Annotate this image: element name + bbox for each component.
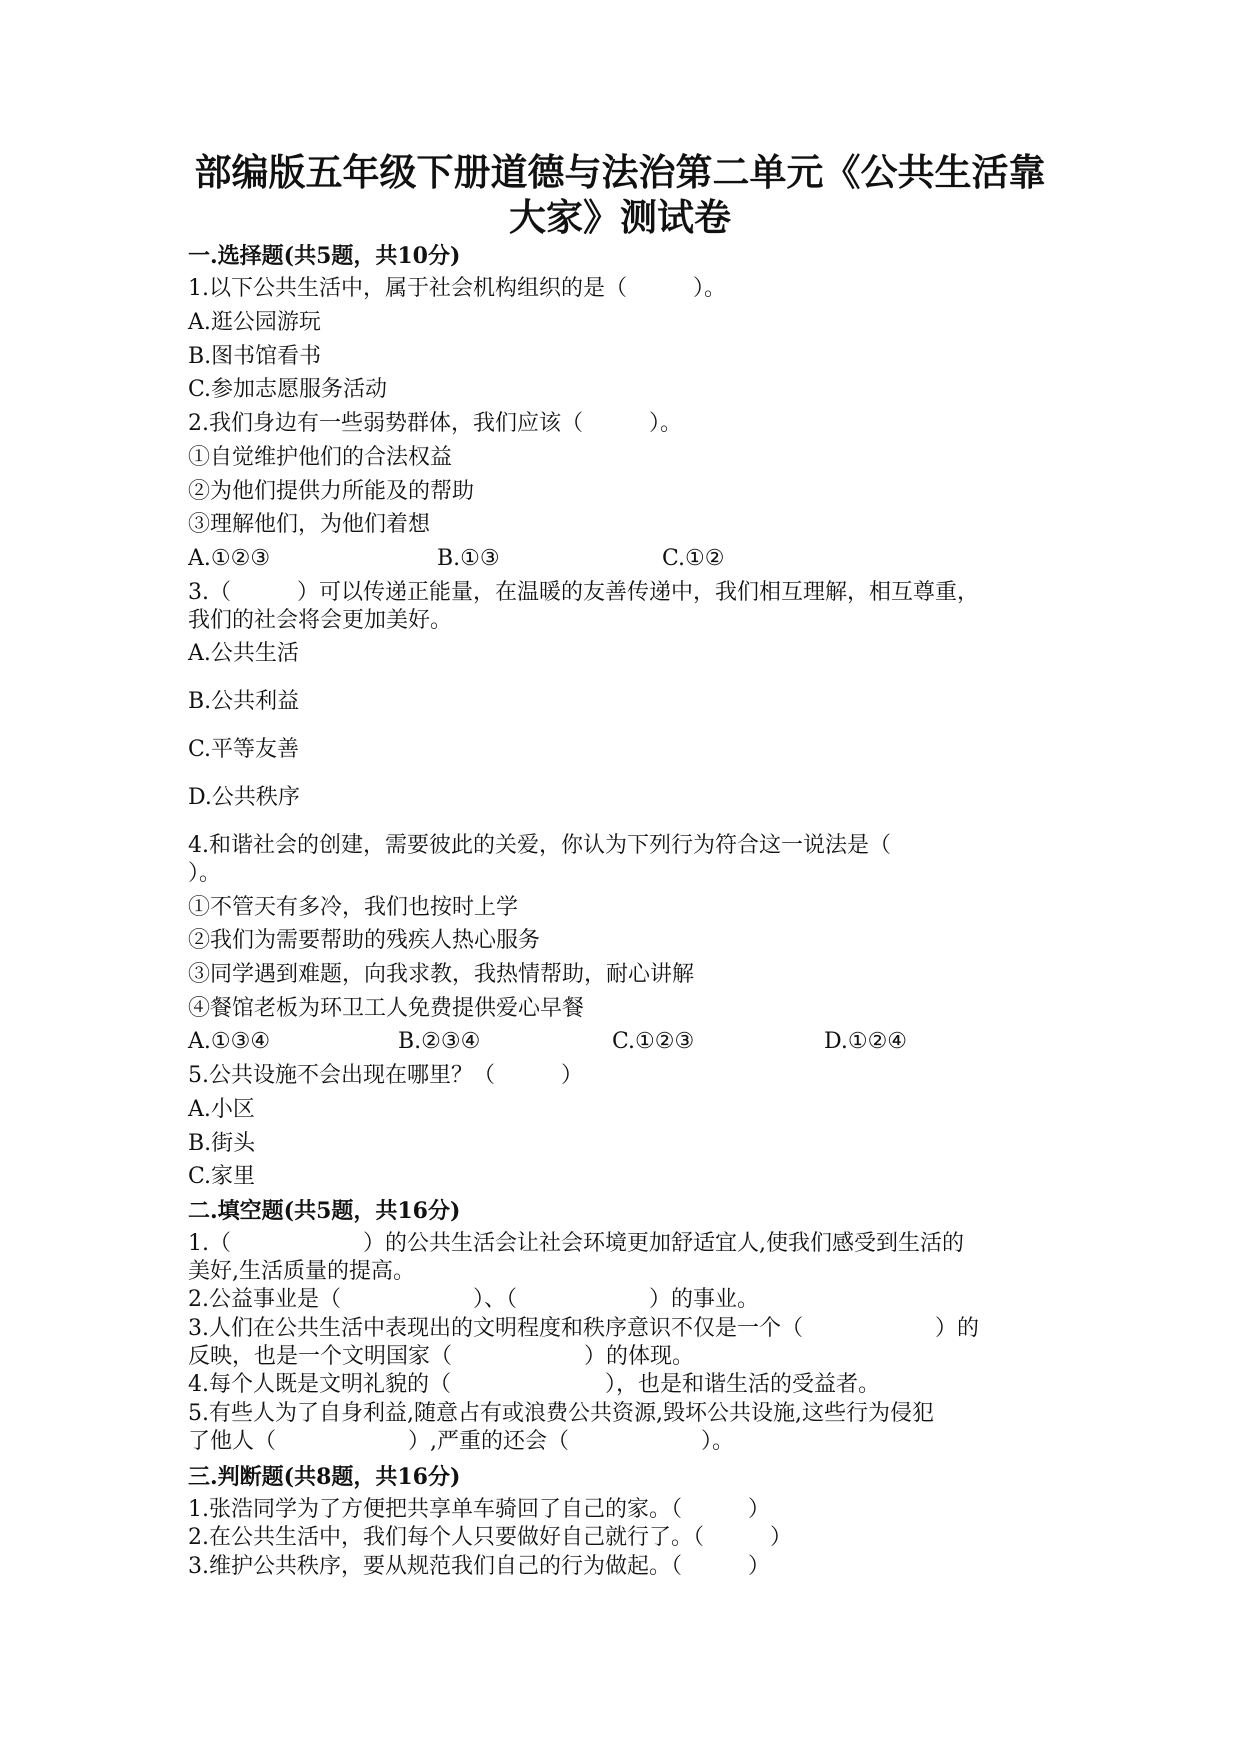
fill-question-3-line-2: 反映，也是一个文明国家（ ）的体现。	[188, 1344, 695, 1369]
question-1-option-c: C.参加志愿服务活动	[188, 377, 388, 402]
question-2-option-b: B.①③	[437, 546, 500, 571]
question-5-option-c: C.家里	[188, 1164, 256, 1189]
question-1-option-a: A.逛公园游玩	[188, 310, 321, 335]
question-4-item-4: ④餐馆老板为环卫工人免费提供爱心早餐	[188, 996, 585, 1021]
question-4-item-1: ①不管天有多冷，我们也按时上学	[188, 895, 519, 920]
question-3-stem-line-2: 我们的社会将会更加美好。	[188, 608, 453, 633]
judge-question-3: 3.维护公共秩序，要从规范我们自己的行为做起。（ ）	[188, 1554, 770, 1579]
fill-question-3-line-1: 3.人们在公共生活中表现出的文明程度和秩序意识不仅是一个（ ）的	[188, 1316, 979, 1341]
question-4-stem-line-2: ）。	[188, 861, 222, 886]
question-4-option-d: D.①②④	[824, 1029, 908, 1054]
section-heading-fill-blank: 二.填空题(共5题，共16分)	[188, 1198, 461, 1224]
question-2-option-a: A.①②③	[188, 546, 271, 571]
page-title: 部编版五年级下册道德与法治第二单元《公共生活靠大家》测试卷	[194, 150, 1046, 239]
question-3-option-b: B.公共利益	[188, 689, 300, 714]
section-heading-choice: 一.选择题(共5题，共10分)	[188, 243, 461, 269]
judge-question-1: 1.张浩同学为了方便把共享单车骑回了自己的家。（ ）	[188, 1497, 770, 1522]
question-4-option-c: C.①②③	[612, 1029, 695, 1054]
question-1-option-b: B.图书馆看书	[188, 344, 322, 369]
question-3-option-d: D.公共秩序	[188, 785, 300, 810]
fill-question-4: 4.每个人既是文明礼貌的（ ），也是和谐生活的受益者。	[188, 1372, 880, 1397]
question-4-option-a: A.①③④	[188, 1029, 271, 1054]
section-heading-true-false: 三.判断题(共8题，共16分)	[188, 1464, 461, 1490]
question-1-stem: 1.以下公共生活中，属于社会机构组织的是（ ）。	[188, 276, 726, 301]
question-2-item-1: ①自觉维护他们的合法权益	[188, 445, 453, 470]
question-2-item-3: ③理解他们，为他们着想	[188, 512, 431, 537]
fill-question-1-line-2: 美好,生活质量的提高。	[188, 1259, 415, 1284]
question-4-option-b: B.②③④	[398, 1029, 481, 1054]
question-4-item-2: ②我们为需要帮助的残疾人热心服务	[188, 928, 541, 953]
question-4-stem-line-1: 4.和谐社会的创建，需要彼此的关爱，你认为下列行为符合这一说法是（	[188, 833, 891, 858]
fill-question-5-line-1: 5.有些人为了自身利益,随意占有或浪费公共资源,毁坏公共设施,这些行为侵犯	[188, 1401, 934, 1426]
question-5-option-a: A.小区	[188, 1097, 255, 1122]
fill-question-2: 2.公益事业是（ ）、（ ）的事业。	[188, 1287, 759, 1312]
question-3-option-c: C.平等友善	[188, 737, 300, 762]
question-5-stem: 5.公共设施不会出现在哪里？（ ）	[188, 1063, 583, 1088]
judge-question-2: 2.在公共生活中，我们每个人只要做好自己就行了。（ ）	[188, 1525, 792, 1550]
question-3-stem-line-1: 3.（ ）可以传递正能量，在温暖的友善传递中，我们相互理解，相互尊重，	[188, 580, 979, 605]
fill-question-1-line-1: 1.（ ）的公共生活会让社会环境更加舒适宜人,使我们感受到生活的	[188, 1231, 964, 1256]
question-2-stem: 2.我们身边有一些弱势群体，我们应该（ ）。	[188, 411, 682, 436]
question-2-item-2: ②为他们提供力所能及的帮助	[188, 479, 475, 504]
question-4-item-3: ③同学遇到难题，向我求教，我热情帮助，耐心讲解	[188, 962, 695, 987]
question-2-option-c: C.①②	[662, 546, 725, 571]
question-3-option-a: A.公共生活	[188, 641, 299, 666]
question-5-option-b: B.街头	[188, 1131, 256, 1156]
fill-question-5-line-2: 了他人（ ）,严重的还会（ ）。	[188, 1429, 734, 1454]
